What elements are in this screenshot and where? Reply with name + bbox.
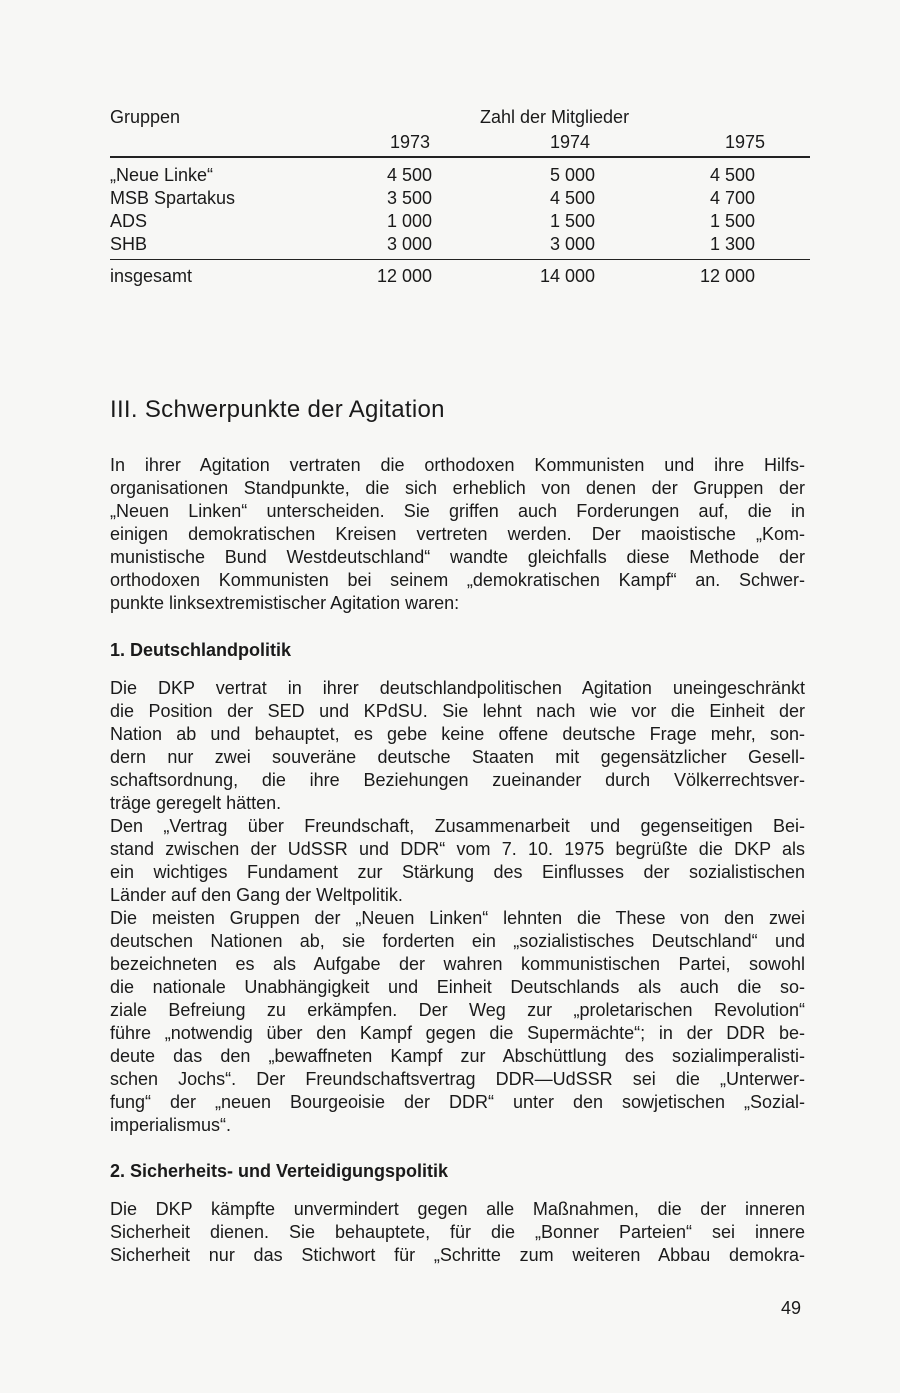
text-line: einigen demokratischen Kreisen vertreten werden. Der maoistische „Kom- [110,524,805,544]
text-line: die Position der SED und KPdSU. Sie lehnt nach wie vor die Einheit der [110,701,805,721]
text-line: In ihrer Agitation vertraten die orthodoxen Kommunisten und ihre Hilfs- [110,455,805,475]
table-header-rule [110,156,810,158]
text-line: schaftsordnung, die ihre Beziehungen zueinander durch Völkerrechtsver- [110,770,805,790]
text-line: führe „notwendig über den Kampf gegen die Supermächte“; in der DDR be- [110,1023,805,1043]
table-cell: 3 000 [386,234,432,254]
text-line: „Neuen Linken“ unterscheiden. Sie griffen auch Forderungen auf, die in [110,501,805,521]
groups-header: Gruppen [110,107,181,127]
table-cell: 4 700 [709,188,755,208]
page-number: 49 [781,1298,802,1318]
text-line: Nation ab und behauptet, es gebe keine offene deutsche Frage mehr, son- [110,724,805,744]
year-header: 1973 [389,132,430,152]
text-line: ziale Befreiung zu erkämpfen. Der Weg zur „proletarischen Revolution“ [110,1000,805,1020]
table-cell: 4 500 [709,165,755,185]
table-cell: 1 500 [709,211,755,231]
text-line: ein wichtiges Fundament zur Stärkung des Einflusses der sozialistischen [110,862,805,882]
text-line: orthodoxen Kommunisten bei seinem „demokratischen Kampf“ an. Schwer- [110,570,805,590]
text-line: deute das den „bewaffneten Kampf zur Abschüttlung des sozialimperalisti- [110,1046,805,1066]
text-line: Den „Vertrag über Freundschaft, Zusammenarbeit und gegenseitigen Bei- [110,816,805,836]
year-header: 1975 [724,132,765,152]
text-line: die nationale Unabhängigkeit und Einheit Deutschlands als auch die so- [110,977,805,997]
intro-paragraph [110,454,805,615]
paragraph [110,815,805,907]
table-total-cell: 12 000 [699,266,755,286]
table-cell: 1 300 [709,234,755,254]
table-cell: 1 000 [386,211,432,231]
text-line: Die DKP kämpfte unvermindert gegen alle Maßnahmen, die der inneren [110,1199,805,1219]
subsection-heading: 1. Deutschlandpolitik [110,640,292,660]
text-line: munistische Bund Westdeutschland“ wandte gleichfalls diese Methode der [110,547,805,567]
text-line: Sicherheit dienen. Sie behauptete, für die „Bonner Parteien“ sei innere [110,1222,805,1242]
section-heading: III. Schwerpunkte der Agitation [110,396,445,423]
table-row-label: MSB Spartakus [110,188,236,208]
text-line: fung“ der „neuen Bourgeoisie der DDR“ unter den sowjetischen „Sozial- [110,1092,805,1112]
members-header: Zahl der Mitglieder [480,107,630,127]
subsection-heading: 2. Sicherheits- und Verteidigungspolitik [110,1161,449,1181]
table-cell: 5 000 [549,165,595,185]
paragraph [110,907,805,1137]
table-total-rule [110,259,810,260]
text-line: punkte linksextremistischer Agitation waren: [110,593,460,613]
text-line: Die meisten Gruppen der „Neuen Linken“ lehnten die These von den zwei [110,908,805,928]
text-line: Länder auf den Gang der Weltpolitik. [110,885,403,905]
paragraph [110,1198,805,1267]
year-header: 1974 [549,132,590,152]
table-cell: 3 500 [386,188,432,208]
table-row-label: SHB [110,234,148,254]
text-line: organisationen Standpunkte, die sich erheblich von denen der Gruppen der [110,478,805,498]
text-line: dern nur zwei souveräne deutsche Staaten mit gegensätzlicher Gesell- [110,747,805,767]
table-cell: 1 500 [549,211,595,231]
text-line: Die DKP vertrat in ihrer deutschlandpolitischen Agitation uneingeschränkt [110,678,805,698]
text-line: bezeichneten es als Aufgabe der wahren kommunistischen Partei, sowohl [110,954,805,974]
text-line: stand zwischen der UdSSR und DDR“ vom 7. 10. 1975 begrüßte die DKP als [110,839,805,859]
text-line: schen Jochs“. Der Freundschaftsvertrag DDR—UdSSR sei die „Unterwer- [110,1069,805,1089]
text-line: imperialismus“. [110,1115,232,1135]
table-total-cell: 14 000 [539,266,595,286]
table-row-label: „Neue Linke“ [110,165,214,185]
text-line: deutschen Nationen ab, sie forderten ein „sozialistisches Deutschland“ und [110,931,805,951]
table-cell: 4 500 [386,165,432,185]
table-total-label: insgesamt [110,266,193,286]
table-cell: 3 000 [549,234,595,254]
table-total-cell: 12 000 [376,266,432,286]
table-row-label: ADS [110,211,148,231]
text-line: Sicherheit nur das Stichwort für „Schritte zum weiteren Abbau demokra- [110,1245,805,1265]
table-cell: 4 500 [549,188,595,208]
text-line: träge geregelt hätten. [110,793,282,813]
paragraph [110,677,805,815]
